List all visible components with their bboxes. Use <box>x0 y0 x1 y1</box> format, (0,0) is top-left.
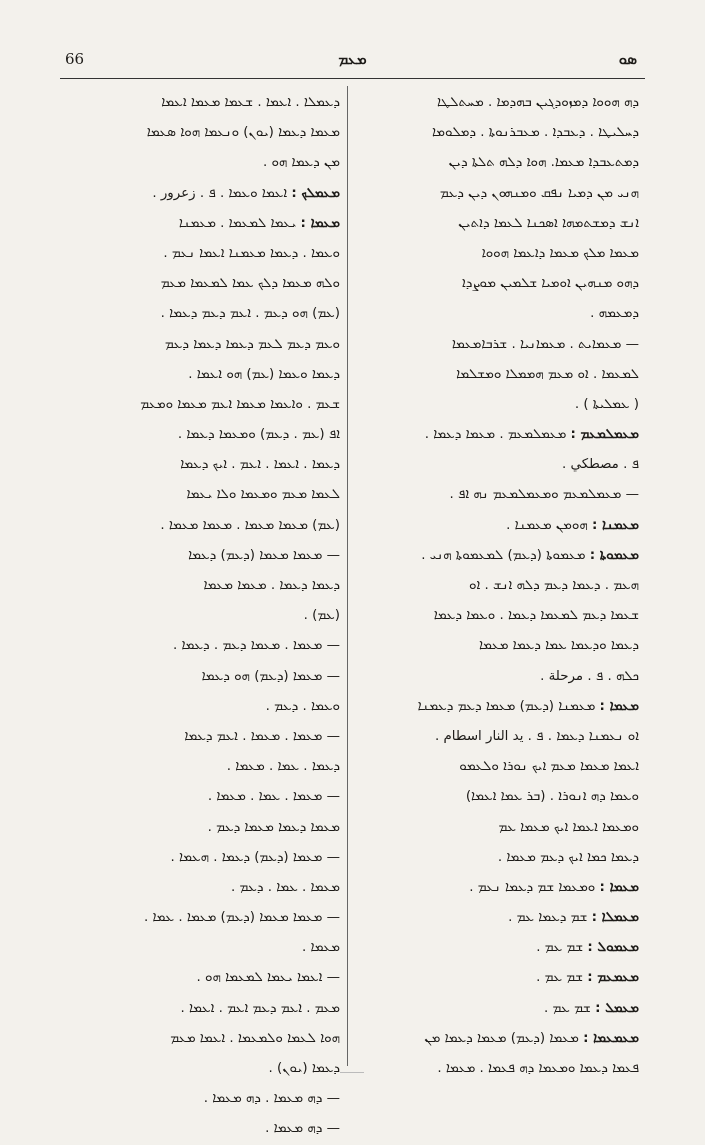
text-line: ܐܥܡܐ ܡܥܡܐ ܡܥܡ ܐܝܟ ܢܘܪܐ ܘܠܥܡܘ <box>459 759 639 775</box>
text-line: ܘܥܡܐ . ܕܥܡܐ ܡܥܡܢܐ ܐܥܡܐ ܢܥܡ . <box>163 245 340 261</box>
text-line: ( ܥܡܠܝܬܐ ) . <box>574 396 639 412</box>
text-line: ܕܥܡܐ ܕܥܡܐ . ܡܥܡܐ ܡܥܡܐ <box>203 578 340 593</box>
text-line: ܡܥܡܐ : ܘܡܥܡܐ ܫܡ ܕܥܡܐ ܢܥܡ . <box>469 879 639 895</box>
text-line: ܠܡܥܡܐ . ܐܘ ܡܥܡ ܗܡܡܠܐ ܘܡܫܠܡܐ <box>456 366 639 382</box>
text-line: ܡܥܡܐ : ܝܥܡܐ ܠܡܥܡܐ . ܡܥܡܢܐ <box>178 215 340 231</box>
text-line: — ܡܥܡܐ ܡܥܡܐ (ܕܥܡ) ܕܥܡܐ <box>188 547 340 563</box>
text-line: — ܡܥܡܐ . ܡܥܡܐ ܕܥܡ . ܕܥܡܐ . <box>172 638 340 654</box>
text-line: ܡܥܡܐ . <box>302 940 340 956</box>
header-rule <box>60 78 645 79</box>
text-line: ܘܥܡܐ . ܕܥܡ . <box>265 698 340 714</box>
text-line: — ܡܥܡܐ . ܡܥܡܐ . ܐܥܡ ܕܥܡܐ <box>184 728 340 744</box>
page-header <box>60 50 645 76</box>
text-line: ܦܥܡܐ ܕܥܡܐ ܘܡܥܡܐ ܕܗ ܦܥܡܐ . ܡܥܡܐ . <box>437 1061 639 1076</box>
text-line: ܡܥܡܠܡܥܡ : ܡܥܡܠܡܥܡ . ܡܥܡܐ ܕܥܡܐ . <box>424 427 639 443</box>
text-line: (ܥܡ) . <box>303 608 340 624</box>
text-line: ܕܡܥܡܗ . <box>590 306 639 322</box>
text-line: ܘܥܡܐ ܕܗ ܐܢܘܪܐ . (ܒܪ ܥܡܐ ܐܥܡܐ) <box>465 789 639 805</box>
text-line: ܗܥܡ . ܕܥܡܐ ܕܥܡ ܕܠܗ ܐܢܫ . ܐܘ <box>468 578 639 593</box>
text-line: ܘܠܗ ܡܥܡܐ ܕܠܟ ܥܡܐ ܠܡܥܡܐ ܡܥܡ <box>160 276 340 292</box>
text-line: ܡܥܡܐ ܕܥܡܐ ܡܥܡܐ ܕܥܡ . <box>207 819 340 835</box>
text-line: ܡܥܡܠܐ : ܫܡ ܕܥܡܐ ܥܡ . <box>508 910 639 926</box>
text-line: ܐܘ ܢܥܡܢܐ ܕܥܡܐ . ܦ . يد النار اسطام . <box>434 728 639 744</box>
page-footer-mark <box>340 1072 364 1073</box>
text-line: ܡܥܡܠ : ܫܡ ܥܡ . <box>543 1000 639 1016</box>
text-line: ܕܥܡܐ (ܝܘܢ) . <box>268 1061 340 1076</box>
text-line: ܕܡܬܥܒܕܐ ܡܥܡܐ. ܗܘܐ ܕܠܗ ܬܠܬܐ ܕܝܢ <box>448 155 639 171</box>
text-line: ܡܥܡܐ ܡܠܟ ܡܥܡܐ ܕܐܥܡܐ ܗܘܘܐ <box>481 245 639 261</box>
page-number-syriac: ܣܘ <box>618 50 637 68</box>
text-line: ܡܥܡܐ ܕܥܡܐ (ܝܘܢ) ܘܢܥܡܐ ܗܘܐ ܣܥܡܐ <box>146 125 340 141</box>
text-line: ܫܥܡܐ ܕܥܡ ܠܡܥܡܐ ܕܥܡܐ . ܘܥܡܐ ܕܥܡܐ <box>433 608 639 624</box>
text-line: ܘܥܡ ܕܥܡ ܠܥܡ ܕܥܡܐ ܕܥܡܐ ܕܥܡ <box>164 336 340 352</box>
text-line: ܐܢܫ ܕܡܫܬܡܗܐ ܐܣܟܢܐ ܠܥܡܐ ܕܐܬܝܢ <box>458 215 639 231</box>
right-column <box>357 88 639 1084</box>
text-line: ܡܥܡ . ܐܥܡ ܕܥܡ ܐܥܡ . ܐܥܡܐ . <box>180 1000 340 1016</box>
left-column <box>58 88 340 1145</box>
text-line: — ܡܥܡܐ . ܥܡܐ . ܡܥܡܐ . <box>207 789 340 805</box>
text-line: ܕܚܠܝܛܐ . ܕܥܒܕܐ . ܡܥܒܪܢܘܬܐ . ܕܡܠܘܡܐ <box>432 125 639 141</box>
text-line: — ܡܥܡܐ (ܕܥܡ) ܗܘ ܕܥܡܐ <box>201 668 340 684</box>
text-line: — ܕܗ ܡܥܡܐ . <box>265 1121 340 1137</box>
text-line: ܟܠܗ . ܦ . مرحلة . <box>540 668 639 684</box>
text-line: ܕܥܡܐ ܘܕܥܡܐ ܥܡܐ ܕܥܡܐ ܡܥܡܐ <box>478 638 639 654</box>
text-line: (ܥܡ) ܗܘ ܕܥܡ . ܐܥܡ ܕܥܡ ܕܥܡܐ . <box>160 306 340 322</box>
text-line: ܕܗ ܗܘܘܐ ܕܡܙܘܕܓܝܢ ܒܗܕܡܐ . ܡܚܬܠܛܐ <box>437 95 639 110</box>
text-line: ܡܥܡܘܬܐ : ܡܥܡܘܬܐ (ܕܥܡ) ܠܡܥܡܘܬܐ ܗܢܝ . <box>421 547 639 563</box>
text-line: ܘܡܥܡܐ ܐܥܡܐ ܐܝܟ ܡܥܡܐ ܥܡ <box>498 819 639 835</box>
text-line: ܕܥܡܐ ܘܥܡܐ (ܥܡ) ܗܘ ܐܥܡܐ . <box>188 366 340 382</box>
text-line: ܕܥܡܠܐ . ܐܥܡܐ . ܫܥܡܐ ܡܥܡܐ ܐܥܡܐ <box>161 95 340 110</box>
running-title: ܡܥܡ <box>338 50 367 68</box>
text-line: — ܡܥܡܐ ܡܥܡܐ (ܕܥܡ) ܡܥܡܐ . ܥܡܐ . <box>143 910 340 926</box>
text-line: ܡܥܡܐ : ܡܥܡܢܐ (ܕܥܡ) ܡܥܡܐ ܕܥܡ ܕܥܡܢܐ <box>417 698 639 714</box>
text-line: ܕܥܡܐ . ܥܡܐ . ܡܥܡܐ . <box>226 759 340 775</box>
text-line: (ܥܡ) ܡܥܡܐ ܡܥܡܐ . ܡܥܡܐ ܡܥܡܐ . <box>160 517 340 533</box>
text-line: ܡܥܡܥܡ : ܫܡ ܥܡ . <box>536 970 639 986</box>
text-line: ܡܥܡܘܠ : ܫܡ ܥܡ . <box>536 940 639 956</box>
text-line: — ܐܥܡܐ ܝܥܡܐ ܠܡܥܡܐ ܗܘ . <box>196 970 340 986</box>
text-line: ܦ . مصطكي . <box>562 457 639 473</box>
text-line: ܐܦ (ܥܡ . ܕܥܡ) ܘܡܥܡܐ ܕܥܡܐ . <box>177 427 340 443</box>
text-line: ܕܥܡܐ ܟܡܐ ܐܝܟ ܕܥܡ ܡܥܡܐ . <box>497 849 639 865</box>
text-line: ܗܢܝ ܡܢ ܕܡܝܐ ܢܦܩ ܘܡܢܗܘܢ ܕܝܢ ܕܥܡ <box>439 185 639 201</box>
text-line: ܠܥܡܐ ܡܥܡ ܘܡܥܡܐ ܘܠܐ ܝܥܡܐ <box>186 487 340 503</box>
text-line: ܡܥܡܐ . ܥܡܐ . ܕܥܡ . <box>230 879 340 895</box>
text-line: ܡܢ ܕܥܡܐ ܗܘ . <box>262 155 340 171</box>
text-line: — ܡܥܡܐ (ܕܥܡ) ܕܥܡܐ . ܗܥܡܐ . <box>170 849 340 865</box>
text-line: — ܕܗ ܡܥܡܐ . ܕܗ ܡܥܡܐ . <box>203 1091 340 1107</box>
page-number: 66 <box>65 50 85 68</box>
text-line: ܕܥܡܐ . ܐܥܡܐ . ܐܥܡ . ܐܝܟ ܕܥܡܐ <box>180 457 340 473</box>
text-line: ܡܥܡܢܐ : ܗܘܡܢ ܡܥܡܢܐ . <box>506 517 639 533</box>
text-line: — ܡܥܡܠܡܥܡ ܘܡܥܡܠܡܥܡ ܢܗ ܐܦ . <box>449 487 639 503</box>
text-line: ܡܥܡܠܟ : ܐܥܡܐ ܘܥܡܐ . ܦ . زعرور . <box>152 185 340 201</box>
text-line: ܗܘܐ ܠܥܡܐ ܘܠܡܥܡܐ . ܐܥܡܐ ܡܥܡ <box>170 1030 340 1046</box>
column-divider <box>347 86 348 1066</box>
text-line: ܫܥܡ . ܘܐܥܡܐ ܡܥܡܐ ܐܥܡ ܡܥܡܐ ܘܡܥܡ <box>140 396 340 412</box>
text-line: — ܡܥܡܐܝܬ . ܡܥܡܐܢܝܐ . ܫܪܒܐܡܥܡܐ <box>451 336 639 352</box>
text-line: ܕܗܘ ܡܢܗܝܢ ܐܘܡܝܐ ܫܠܡܝܢ ܡܘܨܕܐ <box>461 276 639 292</box>
text-line: ܡܥܡܥܡܐ : ܡܥܡܐ (ܕܥܡ) ܡܥܡܐ ܕܥܡܐ ܡܢ <box>424 1030 639 1046</box>
